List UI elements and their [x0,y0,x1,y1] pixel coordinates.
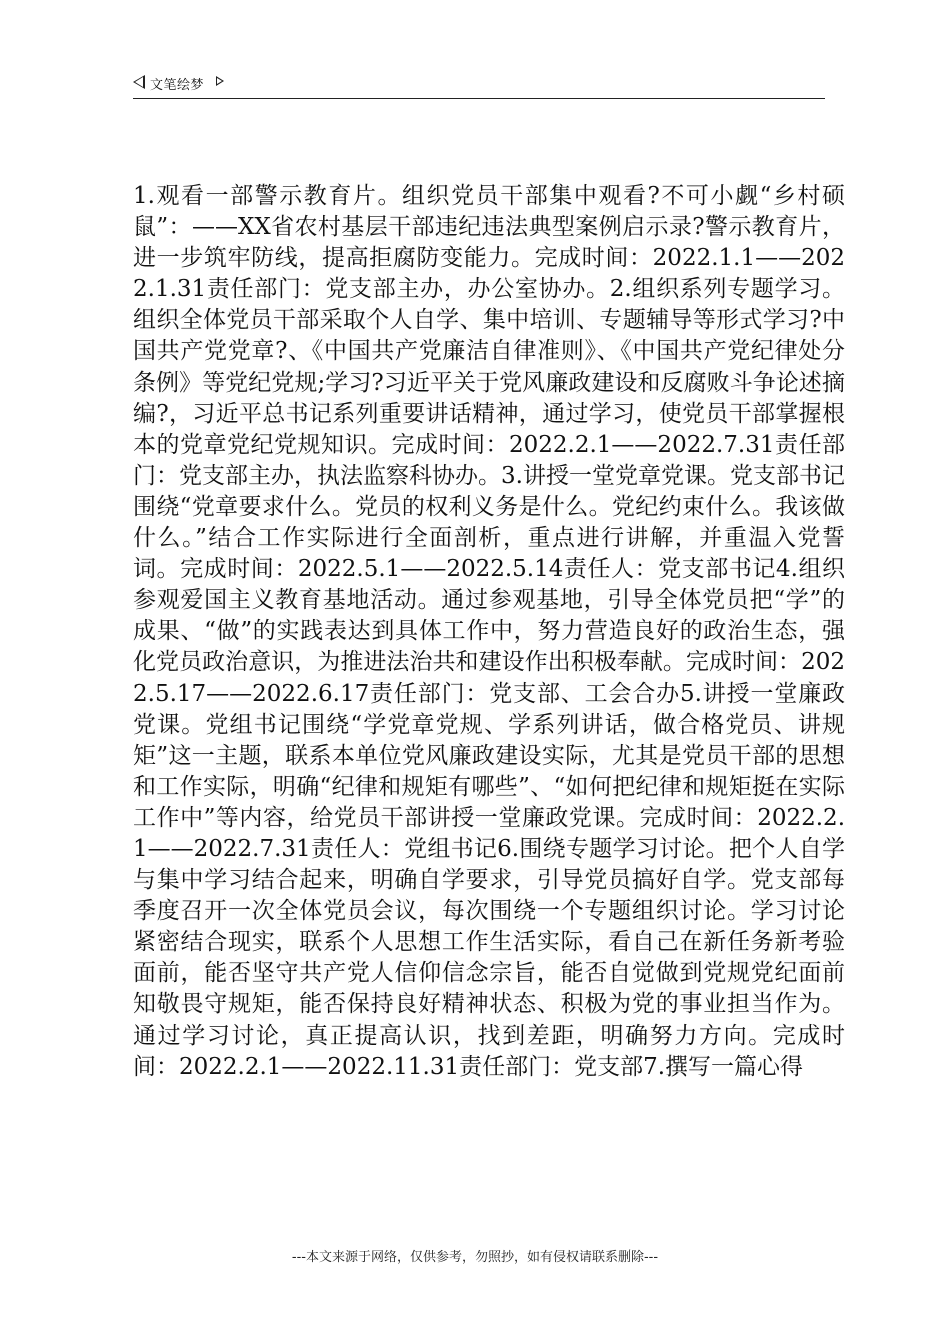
triangle-right-icon [216,76,224,86]
page-header [133,72,825,99]
triangle-left-icon [133,75,145,89]
body-paragraph: 1.观看一部警示教育片。组织党员干部集中观看?不可小觑“乡村硕鼠”：——XX省农村基层干部违纪违法典型案例启示录?警示教育片，进一步筑牢防线，提高拒腐防变能力。完成时间：2022.1.1——2022.1.31责任部门：党支部主办，办公室协办。2.组织系列专题学习。组织全体党员干部采取个人自学、集中培训、专题辅导等形式学习?中国共产党党章?、《中国共产党廉洁自律准则》、《中国共产党纪律处分条例》等党纪党规;学习?习近平关于党风廉政建设和反腐败斗争论述摘编?，习近平总书记系列重要讲话精神，通过学习，使党员干部掌握根本的党章党纪党规知识。完成时间：2022.2.1——2022.7.31责任部门：党支部主办，执法监察科协办。3.讲授一堂党章党课。党支部书记围绕“党章要求什么。党员的权利义务是什么。党纪约束什么。我该做什么。”结合工作实际进行全面剖析，重点进行讲解，并重温入党誓词。完成时间：2022.5.1——2022.5.14责任人：党支部书记4.组织参观爱国主义教育基地活动。通过参观基地，引导全体党员把“学”的成果、“做”的实践表达到具体工作中，努力营造良好的政治生态，强化党员政治意识，为推进法治共和建设作出积极奉献。完成时间：2022.5.17——2022.6.17责任部门：党支部、工会合办5.讲授一堂廉政党课。党组书记围绕“学党章党规、学系列讲话，做合格党员、讲规矩”这一主题，联系本单位党风廉政建设实际，尤其是党员干部的思想和工作实际，明确“纪律和规矩有哪些”、“如何把纪律和规矩挺在实际工作中”等内容，给党员干部讲授一堂廉政党课。完成时间：2022.2.1——2022.7.31责任人：党组书记6.围绕专题学习讨论。把个人自学与集中学习结合起来，明确自学要求，引导党员搞好自学。党支部每季度召开一次全体党员会议，每次围绕一个专题组织讨论。学习讨论紧密结合现实，联系个人思想工作生活实际，看自己在新任务新考验面前，能否坚守共产党人信仰信念宗旨，能否自觉做到党规党纪面前知敬畏守规矩，能否保持良好精神状态、积极为党的事业担当作为。通过学习讨论，真正提高认识，找到差距，明确努力方向。完成时间：2022.2.1——2022.11.31责任部门：党支部7.撰写一篇心得 [133,183,845,1080]
header-brand: 文笔绘梦 [150,78,205,93]
footer-note: ---本文来源于网络，仅供参考，勿照抄，如有侵权请联系删除--- [291,1250,659,1265]
